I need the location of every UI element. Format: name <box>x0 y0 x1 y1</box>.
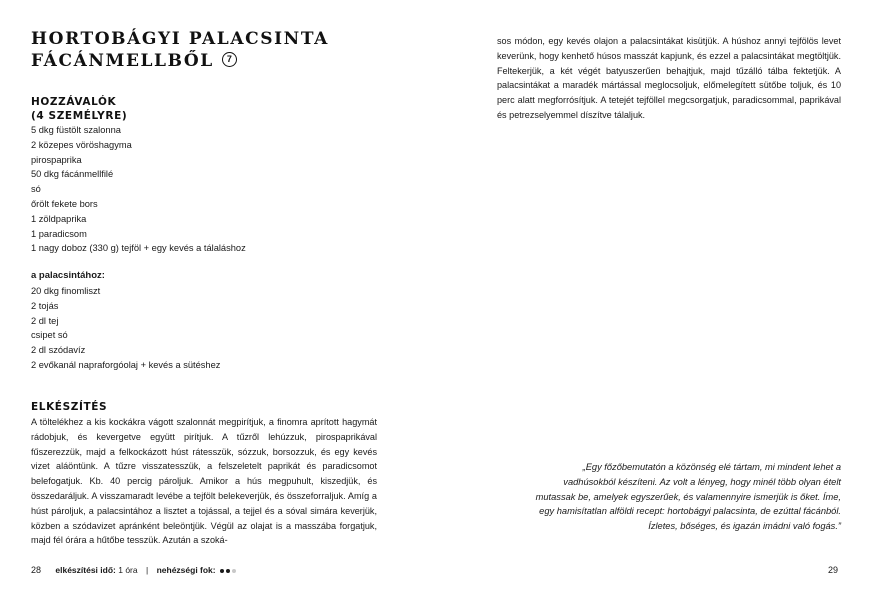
method-continued-text: sos módon, egy kevés olajon a palacsintákat kisütjük. A húshoz annyi tejfölös levet keverünk, hogy kenhető húsos masszát kapjunk, és ezzel a palacsintákat megtöltjük. Feltekerjük, a két végét batyuszerűen behajtjuk, majd tűzálló tálba fektetjük. A palacsintákat a maradék mártással meglocsoljuk, előmelegített sütőbe toljuk, és 10 perc alatt megforrósítjuk. A tetejét tejföllel megcsorgatjuk, paradicsommal, paprikával és petrezselyemmel díszítve tálaljuk. <box>497 36 841 120</box>
chef-quote: „Egy főzőbemutatón a közönség elé tártam, mi mindent lehet a vadhúsokból készíteni. Az volt a lényeg, hogy minél több olyan ételt mutassak be, amelyek egyszerűek, és valamennyire ismerjük is őket. Íme, egy hamisítatlan alföldi recept: hortobágyi palacsinta, de ezúttal fácánból. Ízletes, bőséges, és igazán imádni való fogás.” <box>535 462 841 532</box>
prep-time-label: elkészítési idő: <box>55 565 116 575</box>
recipe-title-line-2 <box>31 50 329 72</box>
ingredients-heading-line-2: (4 SZEMÉLYRE) <box>31 110 128 122</box>
left-footer <box>31 564 236 576</box>
pancake-subheading: a palacsintához: <box>31 270 105 282</box>
difficulty-dots <box>218 565 236 575</box>
ingredient-item: 1 nagy doboz (330 g) tejföl + egy kevés a tálaláshoz <box>31 243 246 254</box>
recipe-title-line-1: HORTOBÁGYI PALACSINTA <box>31 29 329 49</box>
ingredients-section <box>31 95 411 373</box>
method-heading: ELKÉSZÍTÉS <box>31 401 108 413</box>
ingredients-list <box>31 123 411 256</box>
pancake-ingredient-item: 20 dkg finomliszt <box>31 285 101 296</box>
ingredients-heading-line-1: HOZZÁVALÓK <box>31 96 117 108</box>
method-section <box>31 400 377 548</box>
pancake-ingredient-item: csipet só <box>31 330 68 341</box>
difficulty-dot-empty <box>232 569 236 573</box>
pancake-ingredient-item: 2 evőkanál napraforgóolaj + kevés a sütéshez <box>31 359 221 370</box>
ingredient-item: őrölt fekete bors <box>31 198 98 209</box>
pancake-ingredients-list <box>31 284 411 373</box>
left-page-number: 28 <box>31 565 42 575</box>
difficulty-dot-filled <box>220 569 224 573</box>
ingredient-item: pirospaprika <box>31 154 82 165</box>
ingredient-item: 1 paradicsom <box>31 228 87 239</box>
difficulty-dot-filled <box>226 569 230 573</box>
ingredients-heading <box>31 95 411 123</box>
pancake-ingredient-item: 2 dl tej <box>31 315 59 326</box>
prep-time-value: 1 óra <box>118 565 138 575</box>
recipe-title-line-2-text: FÁCÁNMELLBŐL <box>31 51 214 71</box>
ingredient-item: 5 dkg füstölt szalonna <box>31 125 121 135</box>
footer-separator: | <box>145 565 149 575</box>
left-page <box>0 0 434 605</box>
difficulty-label: nehézségi fok: <box>156 565 216 575</box>
recipe-title <box>31 28 329 72</box>
right-page-number: 29 <box>827 565 838 575</box>
pancake-ingredient-item: 2 tojás <box>31 300 59 311</box>
method-text: A töltelékhez a kis kockákra vágott szalonnát megpirítjuk, a finomra aprított hagymát rádobjuk, és kevergetve együtt pirítjuk. A tűzről lehúzzuk, pirospaprikával fűszerezzük, majd a felkockázott húst rátesszük, sózzuk, borsozzuk, és egy kevés vizet aláöntünk. A tűzre visszatesszük, a felszeletelt paprikát és paradicsomot belefogatjuk. Kb. 40 percig pároljuk. Amikor a hús megpuhult, kiszedjük, és összedaráljuk. A visszamaradt levébe a tejfölt belekeverjük, és összeforraljuk. Amíg a húst pároljuk, a palacsintához a lisztet a tojással, a tejjel és a sóval simára keverjük, közben a szódavizet apránként beleöntjük. Végül az olajat is a masszába forgatjuk, majd fél órára a hűtőbe tesszük. Azután a szoká- <box>31 417 377 546</box>
right-page <box>435 0 869 605</box>
ingredient-item: 2 közepes vöröshagyma <box>31 139 132 150</box>
pancake-ingredient-item: 2 dl szódavíz <box>31 345 86 356</box>
recipe-number-badge: 7 <box>222 52 237 67</box>
ingredient-item: 50 dkg fácánmellfilé <box>31 169 114 180</box>
ingredient-item: 1 zöldpaprika <box>31 213 87 224</box>
ingredient-item: só <box>31 184 41 195</box>
